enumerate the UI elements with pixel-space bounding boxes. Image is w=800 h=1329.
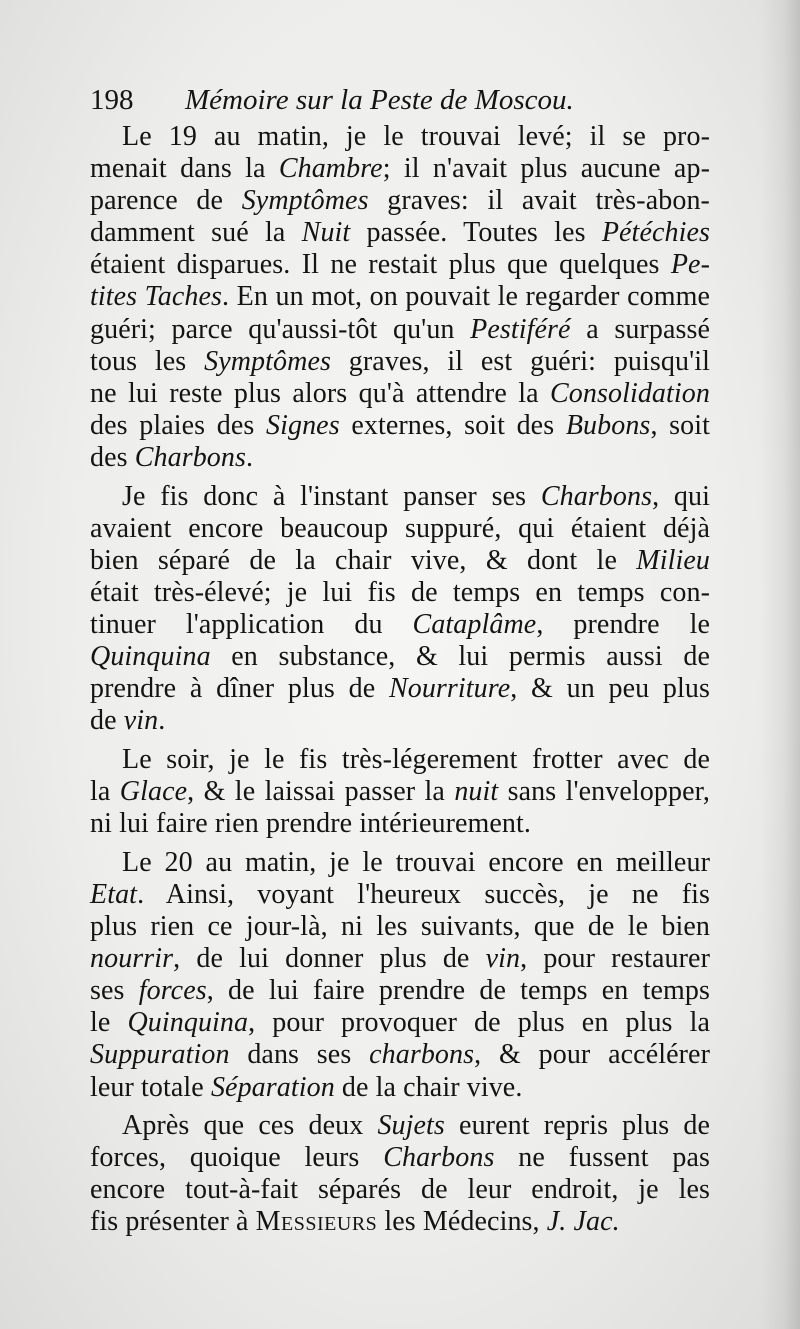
text-line bbox=[90, 1007, 710, 1039]
italic-run: Consolidation bbox=[550, 377, 710, 409]
italic-run: Symptômes bbox=[241, 185, 369, 217]
italic-run: Quinquina bbox=[90, 641, 211, 673]
text-run: dans ses bbox=[229, 1039, 370, 1071]
text-run: le bbox=[90, 1007, 128, 1039]
text-run: Le soir, je le fis très-légerement frotter avec de bbox=[122, 743, 710, 775]
page-gutter-shadow bbox=[760, 0, 800, 1329]
running-title: Mémoire sur la Peste de Moscou. bbox=[185, 84, 574, 116]
text-run: menait dans la bbox=[90, 153, 279, 185]
text-run: Je fis donc à l'instant panser ses bbox=[122, 480, 541, 512]
paragraph bbox=[90, 481, 710, 738]
text-line bbox=[90, 1206, 710, 1238]
text-line bbox=[90, 410, 710, 442]
text-run: , pour restaurer bbox=[520, 943, 711, 975]
text-run: bien séparé de la chair vive, & dont le bbox=[90, 544, 637, 576]
text-run: guéri; parce qu'aussi-tôt qu'un bbox=[90, 313, 471, 345]
text-line bbox=[90, 1072, 710, 1104]
italic-run: Symptômes bbox=[204, 345, 331, 377]
text-line bbox=[90, 975, 710, 1007]
text-run: Après que ces deux bbox=[122, 1110, 378, 1142]
text-run: , prendre le bbox=[536, 609, 710, 640]
text-run: passée. Toutes les bbox=[350, 217, 602, 249]
text-line bbox=[90, 808, 710, 840]
italic-run: Séparation bbox=[210, 1071, 335, 1103]
text-run: de bbox=[90, 705, 124, 737]
text-run: des bbox=[90, 441, 135, 473]
text-line bbox=[90, 577, 710, 609]
text-line bbox=[90, 481, 710, 513]
text-run: des plaies des bbox=[90, 409, 266, 441]
text-line bbox=[90, 249, 710, 281]
text-run: a surpassé bbox=[570, 313, 711, 345]
italic-run: Nuit bbox=[301, 217, 351, 249]
italic-run: vin bbox=[485, 943, 521, 975]
text-run: forces, quoique leurs bbox=[90, 1142, 384, 1174]
text-run: en substance, & lui permis aussi de bbox=[210, 641, 710, 673]
text-run: eurent repris plus de bbox=[444, 1110, 710, 1142]
text-line bbox=[90, 513, 710, 545]
italic-run: Charbons bbox=[383, 1142, 495, 1174]
body-text bbox=[90, 121, 710, 1245]
italic-run: Milieu bbox=[636, 544, 710, 576]
italic-run: Bubons bbox=[565, 409, 651, 441]
text-run: étaient disparues. Il ne restait plus que quelques bbox=[90, 249, 671, 281]
text-run: fis présenter à bbox=[90, 1206, 256, 1238]
text-line bbox=[90, 911, 710, 943]
italic-run: Chambre bbox=[278, 153, 383, 185]
text-run: , & le laissai passer la bbox=[187, 776, 455, 808]
italic-run: J. Jac. bbox=[546, 1206, 620, 1238]
page-number: 198 bbox=[90, 84, 134, 116]
text-line bbox=[90, 847, 710, 879]
text-run: , & pour accélérer bbox=[474, 1039, 710, 1071]
italic-run: Nourriture bbox=[388, 673, 511, 705]
italic-run: nuit bbox=[454, 776, 499, 808]
text-run: tinuer l'application du bbox=[90, 609, 413, 640]
italic-run: Charbons bbox=[540, 480, 653, 512]
text-run: . bbox=[158, 705, 166, 737]
text-run: était très-élevé; je lui fis de temps en temps con- bbox=[90, 576, 710, 608]
italic-run: Quinquina bbox=[127, 1007, 249, 1039]
text-line bbox=[90, 185, 710, 217]
text-run: Le 20 au matin, je le trouvai encore en meilleur bbox=[122, 846, 710, 878]
text-line bbox=[90, 314, 710, 346]
text-run: ne lui reste plus alors qu'à attendre la bbox=[90, 377, 550, 409]
italic-run: forces bbox=[138, 975, 207, 1007]
text-run: Le 19 au matin, je le trouvai levé; il se pro- bbox=[122, 121, 710, 152]
text-run: leur totale bbox=[90, 1071, 211, 1103]
italic-run: vin bbox=[123, 705, 159, 737]
text-line bbox=[90, 121, 710, 153]
text-run: externes, soit des bbox=[339, 409, 566, 441]
running-head bbox=[90, 80, 730, 120]
text-run: ne fussent pas bbox=[494, 1142, 710, 1174]
text-run: la bbox=[90, 776, 120, 808]
text-line bbox=[90, 943, 710, 975]
paragraph bbox=[90, 847, 710, 1104]
text-run: , qui bbox=[652, 480, 710, 512]
text-run: , & un peu plus bbox=[510, 673, 711, 705]
italic-run: Sujets bbox=[377, 1110, 445, 1142]
italic-run: Charbons bbox=[134, 441, 247, 473]
paragraph bbox=[90, 744, 710, 840]
text-run: sans l'envelopper, bbox=[498, 776, 710, 808]
text-run: de la chair vive. bbox=[334, 1071, 523, 1103]
text-line bbox=[90, 346, 710, 378]
italic-run: Cataplâme bbox=[412, 609, 537, 640]
italic-run: Pe- bbox=[670, 249, 710, 281]
text-line bbox=[90, 879, 710, 911]
text-run: . Ainsi, voyant l'heureux succès, je ne fis bbox=[137, 878, 710, 910]
italic-run: Pestiféré bbox=[470, 313, 571, 345]
text-run: encore tout-à-fait séparés de leur endroit, je les bbox=[90, 1174, 710, 1206]
text-run: . En un mot, on pouvait le regarder comme bbox=[222, 281, 711, 313]
italic-run: Pétéchies bbox=[601, 217, 710, 249]
text-line bbox=[90, 1110, 710, 1142]
text-line bbox=[90, 545, 710, 577]
text-line bbox=[90, 609, 710, 641]
italic-run: Signes bbox=[266, 409, 340, 441]
text-run: graves: il avait très-abon- bbox=[368, 185, 710, 217]
text-line bbox=[90, 1039, 710, 1071]
text-run: graves, il est guéri: puisqu'il bbox=[330, 345, 711, 377]
text-line bbox=[90, 776, 710, 808]
text-line bbox=[90, 217, 710, 249]
paragraph bbox=[90, 121, 710, 474]
text-run: , de lui faire prendre de temps en temps bbox=[206, 975, 710, 1007]
text-run: parence de bbox=[90, 185, 242, 217]
text-line bbox=[90, 153, 710, 185]
text-run: tous les bbox=[90, 345, 205, 377]
text-run: ses bbox=[90, 975, 139, 1007]
italic-run: Glace bbox=[119, 776, 188, 808]
text-run: , de lui donner plus de bbox=[173, 943, 486, 975]
italic-run: Suppuration bbox=[90, 1039, 230, 1071]
text-run: ; il n'avait plus aucune ap- bbox=[382, 153, 710, 185]
text-line bbox=[90, 1142, 710, 1174]
text-run: , soit bbox=[650, 409, 711, 441]
italic-run: nourrir bbox=[90, 943, 174, 975]
text-run: damment sué la bbox=[90, 217, 302, 249]
text-line bbox=[90, 705, 710, 737]
paragraph bbox=[90, 1110, 710, 1238]
text-line bbox=[90, 1174, 710, 1206]
text-run: les Médecins, bbox=[377, 1206, 547, 1238]
text-run: , pour provoquer de plus en plus la bbox=[248, 1007, 710, 1039]
italic-run: charbons bbox=[369, 1039, 475, 1071]
text-run: . bbox=[246, 441, 254, 473]
text-line bbox=[90, 442, 710, 474]
text-line bbox=[90, 281, 710, 313]
text-run: ni lui faire rien prendre intérieurement. bbox=[90, 808, 532, 840]
text-line bbox=[90, 641, 710, 673]
text-run: plus rien ce jour-là, ni les suivants, que de le bien bbox=[90, 911, 710, 943]
text-line bbox=[90, 744, 710, 776]
text-line bbox=[90, 378, 710, 410]
text-run: prendre à dîner plus de bbox=[90, 673, 389, 705]
text-run: avaient encore beaucoup suppuré, qui étaient déjà bbox=[90, 512, 710, 544]
small-caps-run: Messieurs bbox=[255, 1206, 378, 1238]
italic-run: Etat bbox=[90, 878, 138, 910]
text-line bbox=[90, 673, 710, 705]
italic-run: tites Taches bbox=[90, 281, 223, 313]
